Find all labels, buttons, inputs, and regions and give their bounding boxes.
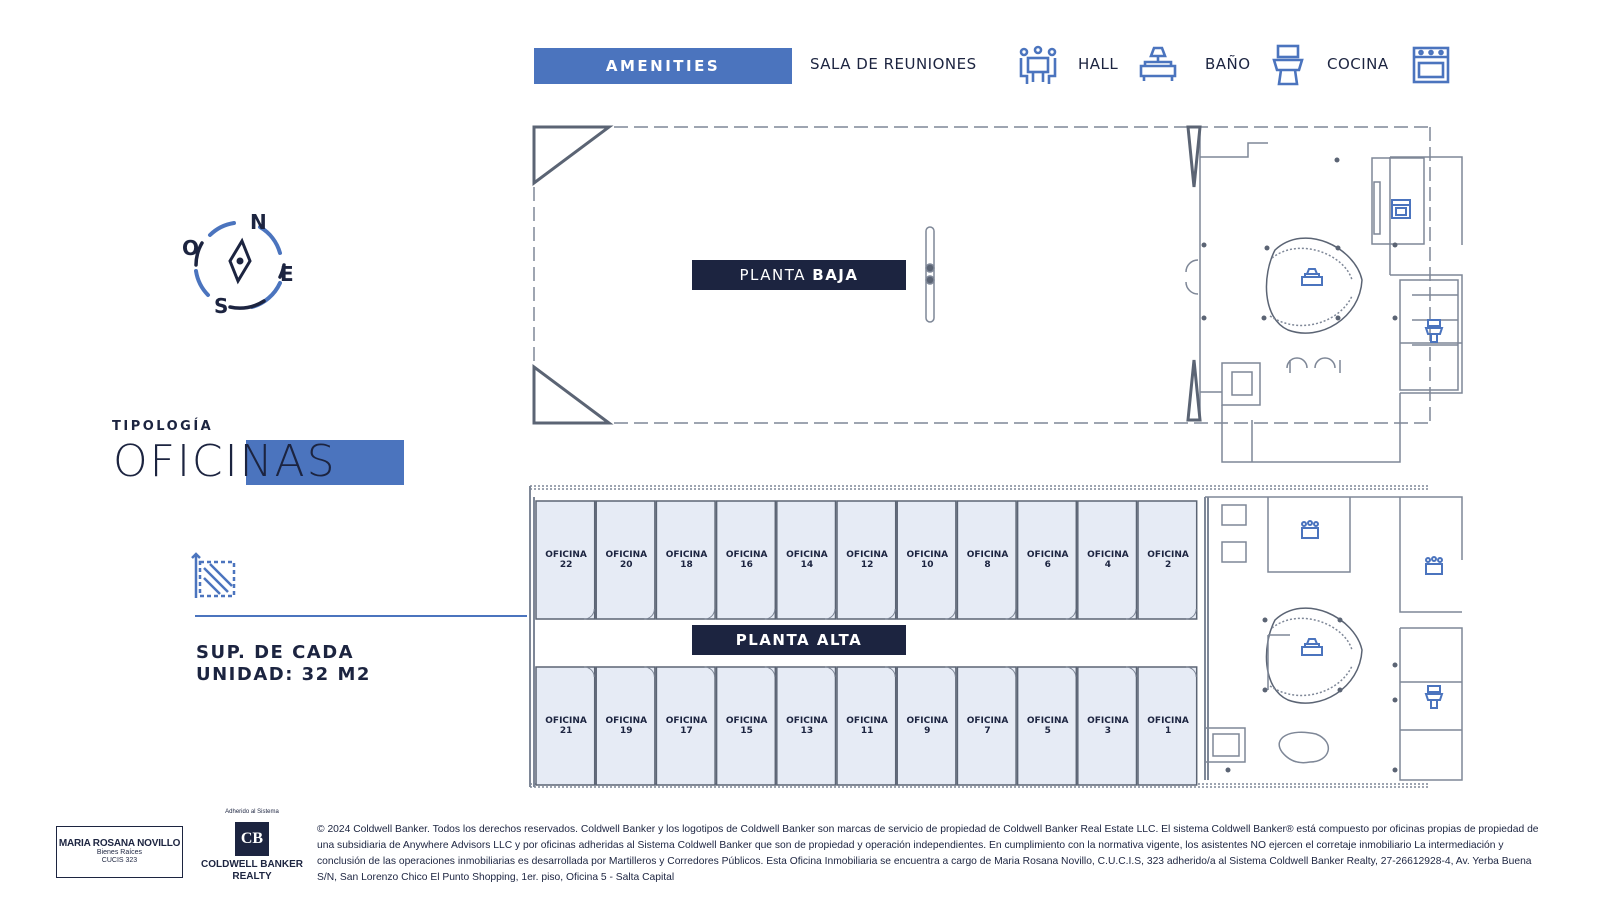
hall-plan-icon-alta xyxy=(1302,639,1322,655)
office-19[interactable] xyxy=(596,667,655,785)
office-number: 10 xyxy=(921,560,934,570)
coldwell-banker-logo-icon: CB xyxy=(235,822,269,856)
office-5[interactable] xyxy=(1018,667,1077,785)
compass-o: O xyxy=(182,236,200,260)
superficie-line2: UNIDAD: 32 M2 xyxy=(196,664,371,685)
brand-name1: COLDWELL BANKER xyxy=(200,859,304,870)
planta-baja-word: PLANTA xyxy=(739,266,806,284)
office-21[interactable] xyxy=(536,667,595,785)
office-number: 1 xyxy=(1164,726,1172,736)
office-number: 11 xyxy=(860,726,874,736)
office-word: OFICINA xyxy=(665,716,708,726)
office-word: OFICINA xyxy=(1026,550,1069,560)
bath-plan-icon-alta xyxy=(1426,686,1442,708)
office-3[interactable] xyxy=(1078,667,1137,785)
office-word: OFICINA xyxy=(545,550,587,560)
office-20[interactable] xyxy=(596,501,655,619)
planta-alta-word: PLANTA xyxy=(735,631,811,649)
planta-baja-label xyxy=(692,260,906,290)
planta-baja-plan xyxy=(534,127,1462,462)
office-number: 14 xyxy=(800,560,814,570)
office-13[interactable] xyxy=(777,667,836,785)
compass-e: E xyxy=(280,262,294,286)
legend-label-sala: SALA DE REUNIONES xyxy=(810,55,977,73)
office-14[interactable] xyxy=(777,501,836,619)
legend-label-hall: HALL xyxy=(1078,55,1119,73)
office-11[interactable] xyxy=(837,667,896,785)
office-word: OFICINA xyxy=(906,550,949,560)
office-2[interactable] xyxy=(1138,501,1197,619)
office-word: OFICINA xyxy=(786,716,828,726)
coldwell-banker-brand xyxy=(198,806,306,883)
brand-adherido: Adherido al Sistema xyxy=(225,809,279,815)
office-22[interactable] xyxy=(536,501,595,619)
amenities-button[interactable]: AMENITIES xyxy=(534,48,792,84)
office-word: OFICINA xyxy=(1147,550,1189,560)
tipologia-label: TIPOLOGÍA xyxy=(112,419,214,434)
office-number: 7 xyxy=(984,726,991,736)
brand-name2: REALTY xyxy=(232,871,272,882)
office-word: OFICINA xyxy=(725,550,768,560)
planta-alta-label xyxy=(692,625,906,655)
office-15[interactable] xyxy=(717,667,776,785)
office-number: 22 xyxy=(559,560,573,570)
office-word: OFICINA xyxy=(786,550,828,560)
legend-label-bano: BAÑO xyxy=(1205,55,1251,73)
office-number: 16 xyxy=(740,560,753,570)
office-number: 19 xyxy=(620,726,633,736)
office-number: 18 xyxy=(680,560,693,570)
offices-top-row xyxy=(536,501,1197,619)
legal-disclaimer: © 2024 Coldwell Banker. Todos los derechos reservados. Coldwell Banker y los logotipos de Coldwell Banker son marcas de servicio de propiedad de Coldwell Banker Real Estate LLC. El sistema Coldwell Banker® está compuesto por oficinas propias de propiedad de una subsidiaria de Anywhere Advisors LLC y por oficinas adheridas al Sistema Coldwell Banker que son de propiedad y operación independientes. En cumplimiento con la normativa vigente, los asistentes NO ejercen el corretaje inmobiliario La intermediación y conclusión de las operaciones inmobiliarias es desarrollada por Martilleros y Corredores Públicos. Esta Oficina Inmobiliaria se encuentra a cargo de Maria Rosana Novillo, C.U.C.I.S, 323 adherido/a al Sistema Coldwell Banker Realty, 27-26612928-4, Av. Yerba Buena S/N, San Lorenzo Chico El Punto Shopping, 1er. piso, Oficina 5 - Salta Capital xyxy=(317,824,1539,883)
office-9[interactable] xyxy=(897,667,956,785)
office-word: OFICINA xyxy=(906,716,949,726)
office-word: OFICINA xyxy=(1026,716,1069,726)
compass-n: N xyxy=(250,210,267,234)
office-number: 4 xyxy=(1104,560,1112,570)
office-word: OFICINA xyxy=(1087,550,1129,560)
meeting-plan-icon-2 xyxy=(1426,557,1442,574)
office-word: OFICINA xyxy=(605,716,648,726)
office-number: 20 xyxy=(620,560,633,570)
office-word: OFICINA xyxy=(1087,716,1129,726)
offices-bottom-row xyxy=(536,667,1197,785)
office-number: 21 xyxy=(559,726,573,736)
compass-s: S xyxy=(214,294,229,318)
office-word: OFICINA xyxy=(846,716,888,726)
office-18[interactable] xyxy=(656,501,715,619)
office-17[interactable] xyxy=(656,667,715,785)
planta-baja-level: BAJA xyxy=(812,266,859,284)
planta-alta-level: ALTA xyxy=(816,631,863,649)
agent-sub1: Bienes Raíces xyxy=(96,849,143,856)
office-16[interactable] xyxy=(717,501,776,619)
agent-sub2: CUCIS 323 xyxy=(101,857,138,864)
office-number: 2 xyxy=(1164,560,1172,570)
office-4[interactable] xyxy=(1078,501,1137,619)
agent-name: MARIA ROSANA NOVILLO xyxy=(58,838,181,849)
office-word: OFICINA xyxy=(605,550,648,560)
legend-label-cocina: COCINA xyxy=(1327,55,1389,73)
office-12[interactable] xyxy=(837,501,896,619)
office-word: OFICINA xyxy=(966,550,1009,560)
office-word: OFICINA xyxy=(545,716,587,726)
office-word: OFICINA xyxy=(725,716,768,726)
office-word: OFICINA xyxy=(665,550,708,560)
office-1[interactable] xyxy=(1138,667,1197,785)
bath-plan-icon-baja xyxy=(1426,320,1442,342)
office-number: 3 xyxy=(1104,726,1112,736)
office-word: OFICINA xyxy=(846,550,888,560)
office-number: 6 xyxy=(1044,560,1051,570)
office-number: 15 xyxy=(740,726,753,736)
office-number: 9 xyxy=(924,726,931,736)
office-8[interactable] xyxy=(957,501,1016,619)
office-7[interactable] xyxy=(957,667,1016,785)
office-number: 8 xyxy=(984,560,991,570)
tipologia-title: OFICINAS xyxy=(113,436,337,487)
superficie-line1: SUP. DE CADA xyxy=(196,642,355,663)
office-number: 17 xyxy=(680,726,693,736)
office-6[interactable] xyxy=(1018,501,1077,619)
office-10[interactable] xyxy=(897,501,956,619)
hall-plan-icon-baja xyxy=(1302,269,1322,285)
kitchen-plan-icon xyxy=(1392,200,1410,218)
office-number: 12 xyxy=(860,560,874,570)
office-word: OFICINA xyxy=(1147,716,1189,726)
agent-card xyxy=(56,826,183,878)
office-number: 5 xyxy=(1044,726,1051,736)
meeting-plan-icon-1 xyxy=(1302,521,1318,538)
office-number: 13 xyxy=(800,726,814,736)
office-word: OFICINA xyxy=(966,716,1009,726)
